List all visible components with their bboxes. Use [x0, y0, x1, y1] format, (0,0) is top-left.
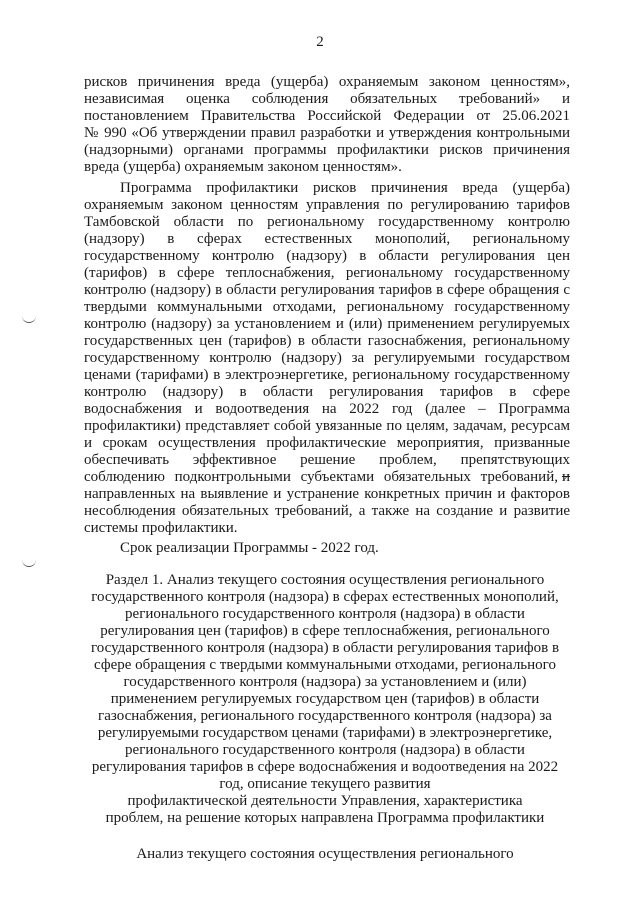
program-line: и срокам осуществления профилактические мероприятия, призванные: [84, 435, 570, 451]
program-line: Программа профилактики рисков причинения вреда (ущерба): [120, 180, 570, 196]
section-heading-line: газоснабжения, регионального государственного контроля (надзора) за: [98, 708, 552, 724]
section-heading-line: профилактической деятельности Управления, характеристика: [127, 793, 523, 809]
program-line: контролю (надзору) за установлением и (или) применением регулируемых: [84, 316, 570, 332]
section-heading-line: регулирования цен (тарифов) в сфере теплоснабжения, регионального: [100, 623, 550, 639]
program-line: государственному контролю (надзору) за регулируемыми государством: [84, 350, 570, 366]
section-heading-line: регионального государственного контроля (надзора) в области: [125, 742, 525, 758]
program-line: обеспечивать эффективное решение проблем, препятствующих: [84, 452, 570, 468]
program-line: Тамбовской области по региональному государственному контролю: [84, 214, 570, 230]
page-number: 2: [316, 34, 324, 50]
program-line: контролю (надзору) в области регулирования тарифов в сфере: [84, 384, 570, 400]
program-line: контролю (надзору) в области регулирования тарифов в сфере обращения с: [84, 282, 570, 298]
section-heading-line: государственного контроля (надзора) за установлением и (или): [123, 674, 527, 690]
program-line: (тарифов) в сфере теплоснабжения, региональному государственному: [84, 265, 570, 281]
intro-line: (надзорными) органами программы профилактики рисков причинения: [84, 142, 570, 158]
section-heading-line: Раздел 1. Анализ текущего состояния осуществления регионального: [105, 572, 545, 588]
program-line: несоблюдения обязательных требований, а также на создание и развитие: [84, 503, 570, 519]
intro-line: рисков причинения вреда (ущерба) охраняемым законом ценностям»,: [84, 74, 570, 90]
section-heading-line: регулируемыми государством ценами (тарифами) в электроэнергетике,: [97, 725, 553, 741]
binding-mark: [22, 560, 36, 567]
section-heading-line: регионального государственного контроля (надзора) в области: [125, 606, 525, 622]
intro-line: постановлением Правительства Российской Федерации от 25.06.2021: [84, 108, 570, 124]
section-heading-line: сфере обращения с твердыми коммунальными отходами, регионального: [94, 657, 556, 673]
program-line: профилактики) представляет собой увязанные по целям, задачам, ресурсам: [84, 418, 570, 434]
program-line: (надзору) в сферах естественных монополий, региональному: [84, 231, 570, 247]
binding-mark: [22, 316, 36, 323]
program-line: твердыми коммунальными отходами, региональному государственному: [84, 299, 570, 315]
program-line: государственных цен (тарифов) в области газоснабжения, региональному: [84, 333, 570, 349]
program-line: ценами (тарифами) в электроэнергетике, региональному государственному: [84, 367, 570, 383]
intro-line: вреда (ущерба) охраняемым законом ценностям».: [84, 159, 402, 175]
program-line: государственному контролю (надзору) в области регулирования цен: [84, 248, 570, 264]
section-heading-line: государственного контроля (надзора) в сферах естественных монополий,: [91, 589, 559, 605]
section-heading-line: регулирования тарифов в сфере водоснабжения и водоотведения на 2022: [91, 759, 559, 775]
section-heading-line: проблем, на решение которых направлена Программа профилактики: [105, 810, 545, 826]
section-heading-line: государственного контроля (надзора) в области регулирования тарифов в: [90, 640, 560, 656]
program-line: направленных на выявление и устранение конкретных причин и факторов: [84, 486, 570, 502]
section-heading-line: применением регулируемых государством цен (тарифов) в области: [110, 691, 540, 707]
program-line: охраняемым законом ценностям управления по регулированию тарифов: [84, 197, 570, 213]
program-term: Срок реализации Программы - 2022 год.: [120, 540, 379, 556]
program-line: системы профилактики.: [84, 520, 238, 536]
program-line: соблюдению подконтрольными субъектами обязательных требований,: [84, 469, 558, 485]
struck-word: и: [562, 469, 571, 485]
analysis-heading: Анализ текущего состояния осуществления регионального: [136, 846, 514, 862]
program-line: водоснабжения и водоотведения на 2022 год (далее – Программа: [84, 401, 570, 417]
section-heading-line: год, описание текущего развития: [219, 776, 431, 792]
intro-line: независимая оценка соблюдения обязательных требований» и: [84, 91, 570, 107]
intro-line: № 990 «Об утверждении правил разработки и утверждения контрольными: [84, 125, 570, 141]
